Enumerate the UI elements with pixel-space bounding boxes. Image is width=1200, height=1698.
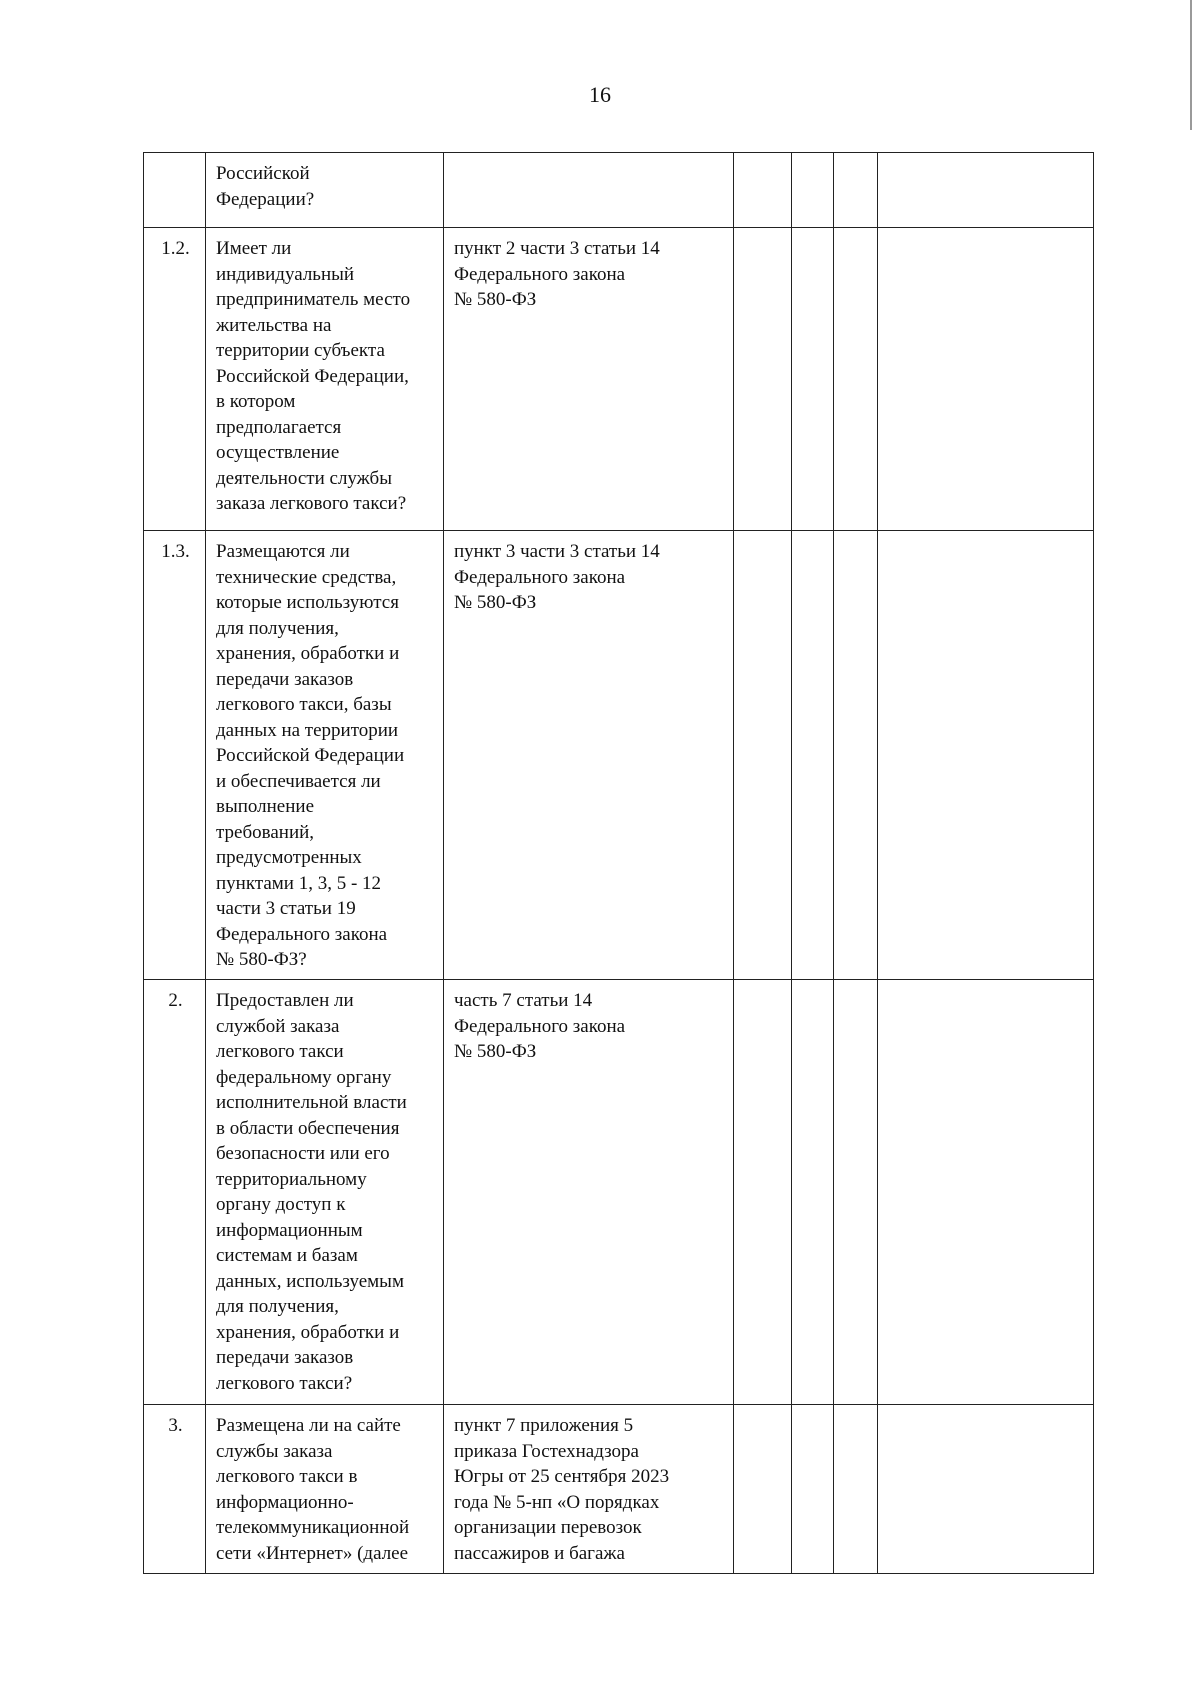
question-cell — [206, 1405, 444, 1574]
row-number-cell — [144, 1405, 206, 1574]
question-text: Предоставлен ли службой заказа легкового такси федеральному органу исполнительной власти в области обеспечения безопасности или его территориальному органу доступ к информационным системам и базам данных, используемым для получения, хранения, обработки и передачи заказов легкового такси? — [216, 990, 407, 1394]
notes-cell — [878, 153, 1094, 228]
reference-cell — [444, 980, 734, 1405]
row-number-cell — [144, 531, 206, 980]
question-cell — [206, 228, 444, 531]
question-cell — [206, 980, 444, 1405]
answer-na-cell — [834, 228, 878, 531]
row-number: 1.2. — [161, 238, 190, 259]
reference-text: часть 7 статьи 14 Федерального закона № 580-ФЗ — [454, 990, 626, 1062]
reference-cell — [444, 153, 734, 228]
answer-yes-cell — [734, 153, 792, 228]
answer-na-cell — [834, 1405, 878, 1574]
answer-no-cell — [792, 980, 834, 1405]
answer-yes-cell — [734, 228, 792, 531]
answer-no-cell — [792, 531, 834, 980]
answer-na-cell — [834, 980, 878, 1405]
table-row — [144, 531, 1094, 980]
table-row — [144, 1405, 1094, 1574]
row-number-cell — [144, 153, 206, 228]
checklist-table — [143, 152, 1094, 1574]
row-number: 3. — [168, 1415, 183, 1436]
reference-cell — [444, 228, 734, 531]
answer-yes-cell — [734, 1405, 792, 1574]
question-text: Размещаются ли технические средства, которые используются для получения, хранения, обработки и передачи заказов легкового такси, базы данных на территории Российской Федерации и обеспечивается ли выполнение требований, предусмотренных пунктами 1, 3, 5 - 12 части 3 статьи 19 Федерального закона № 580-ФЗ? — [216, 541, 405, 970]
notes-cell — [878, 531, 1094, 980]
question-text: Имеет ли индивидуальный предприниматель место жительства на территории субъекта Российской Федерации, в котором предполагается осуществление деятельности службы заказа легкового такси? — [216, 238, 411, 514]
answer-na-cell — [834, 153, 878, 228]
reference-cell — [444, 1405, 734, 1574]
row-number: 2. — [168, 990, 183, 1011]
question-text: Размещена ли на сайте службы заказа легкового такси в информационно- телекоммуникационной сети «Интернет» (далее — [216, 1415, 410, 1564]
reference-text: пункт 3 части 3 статьи 14 Федерального закона № 580-ФЗ — [454, 541, 660, 613]
answer-no-cell — [792, 153, 834, 228]
question-cell — [206, 531, 444, 980]
table-row — [144, 228, 1094, 531]
answer-na-cell — [834, 531, 878, 980]
notes-cell — [878, 1405, 1094, 1574]
row-number-cell — [144, 980, 206, 1405]
answer-yes-cell — [734, 531, 792, 980]
question-text: Российской Федерации? — [216, 163, 315, 210]
scan-edge-line — [1190, 0, 1192, 130]
row-number: 1.3. — [161, 541, 190, 562]
notes-cell — [878, 980, 1094, 1405]
reference-cell — [444, 531, 734, 980]
notes-cell — [878, 228, 1094, 531]
reference-text: пункт 2 части 3 статьи 14 Федерального закона № 580-ФЗ — [454, 238, 660, 310]
row-number-cell — [144, 228, 206, 531]
table-row — [144, 153, 1094, 228]
reference-text: пункт 7 приложения 5 приказа Гостехнадзора Югры от 25 сентября 2023 года № 5-нп «О порядках организации перевозок пассажиров и багажа — [454, 1415, 670, 1564]
answer-yes-cell — [734, 980, 792, 1405]
answer-no-cell — [792, 228, 834, 531]
table-row — [144, 980, 1094, 1405]
answer-no-cell — [792, 1405, 834, 1574]
question-cell — [206, 153, 444, 228]
page-number: 16 — [589, 82, 611, 107]
